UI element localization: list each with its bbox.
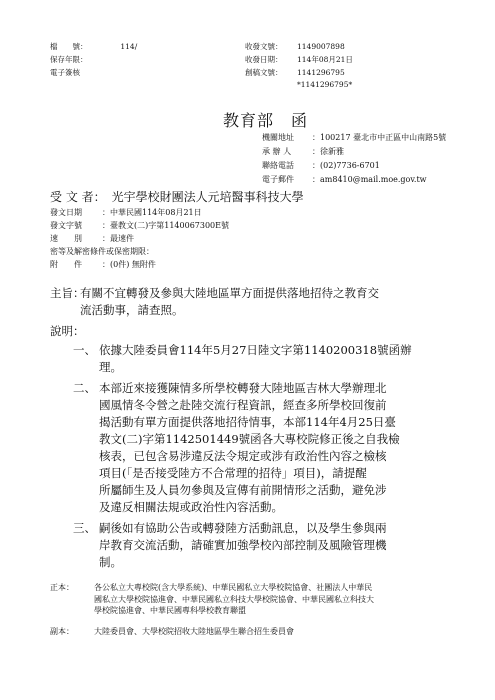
officer-label: 承 辦 人 — [262, 147, 292, 156]
confidentiality-row: 密等及解密條件或保密期限： — [50, 247, 154, 256]
receipt-number-value: 1149007898 — [297, 42, 345, 51]
item-line: 本部近來接獲陳情多所學校轉發大陸地區吉林大學辦理北 — [99, 381, 387, 395]
email-value: am8410@mail.moe.gov.tw — [320, 175, 427, 184]
subject-line: 有關不宜轉發及參與大陸地區單方面提供落地招待之教育交 — [80, 286, 379, 300]
file-number-row — [50, 42, 137, 51]
item-line: 國風情冬令營之赴陸交流行程資訊，經查多所學校回復前 — [99, 398, 387, 412]
cc-main-line: 學校院協進會、中華民國專科學校教育聯盟 — [94, 606, 246, 615]
issue-date-row: 發文日期 ：中華民國114年08月21日 — [50, 208, 202, 217]
issue-number-value: 臺教文(二)字第1140067300E號 — [110, 221, 229, 230]
address-label: 機關地址 — [262, 133, 294, 142]
phone-value: (02)7736-6701 — [320, 161, 380, 170]
item-number: 一、 — [73, 343, 96, 357]
draft-number-label: 創稿文號： — [245, 68, 283, 77]
file-number-label: 檔 號： — [50, 42, 88, 51]
cc-main-line: 國私立大學校院協進會、中華民國私立科技大學校院協會、中華民國私立科技大 — [94, 594, 374, 604]
item-line: 及違反相關法規或政治性內容活動。 — [99, 500, 283, 514]
receipt-number-row — [245, 42, 345, 51]
e-sign-row — [50, 68, 90, 77]
issue-date-value: 中華民國114年08月21日 — [110, 208, 202, 217]
issue-number-row: 發文字號 ：臺教文(二)字第1140067300E號 — [50, 221, 229, 230]
item-line: 核表，已包含易涉違反法令規定或涉有政治性內容之檢核 — [99, 449, 387, 463]
draft-number-row — [245, 68, 345, 77]
confidentiality-label: 密等及解密條件或保密期限 — [50, 247, 146, 256]
receipt-date-row — [245, 55, 353, 64]
e-sign-label: 電子簽核 — [50, 68, 80, 77]
attachment-label: 附 件 — [50, 260, 82, 269]
officer-value: 徐新雅 — [320, 147, 344, 156]
issue-date-label: 發文日期 — [50, 208, 82, 217]
item-line: 教文(二)字第1142501449號函各大專校院修正後之自我檢 — [99, 432, 400, 446]
receipt-date-value: 114年08月21日 — [297, 55, 353, 64]
receipt-number-label: 收發文號： — [245, 42, 283, 51]
recipient-label: 受 文 者： — [50, 190, 106, 204]
item-line: 所屬師生及人員勿參與及宣傳有前開情形之活動，避免涉 — [99, 483, 387, 497]
urgency-value: 最速件 — [110, 234, 134, 243]
issuer-officer-row: 承 辦 人 ：徐新雅 — [262, 147, 344, 156]
description-label: 說明： — [50, 324, 85, 338]
cc-main-line: 各公私立大專校院(含大學系統)、中華民國私立大學校院協會、社團法人中華民 — [94, 583, 373, 592]
barcode-text: *1141296795* — [297, 80, 353, 89]
item-line: 依據大陸委員會114年5月27日陸文字第1140200318號函辦 — [99, 343, 412, 357]
cc-copy-line: 大陸委員會、大學校院招收大陸地區學生聯合招生委員會 — [94, 627, 294, 636]
item-line: 岸教育交流活動，請確實加強學校內部控制及風險管理機 — [99, 538, 387, 552]
file-number-value: 114/ — [120, 42, 138, 51]
issuer-address-row: 機關地址 ：100217 臺北市中正區中山南路5號 — [262, 133, 447, 142]
issuer-email-row: 電子郵件 ：am8410@mail.moe.gov.tw — [262, 175, 427, 184]
item-line: 項目(「是否接受陸方不合常理的招待」項目)，請提醒 — [99, 466, 367, 480]
subject-body — [80, 285, 379, 319]
attachment-row: 附 件 ：(0件) 無附件 — [50, 260, 156, 269]
receipt-date-label: 收發日期： — [245, 55, 283, 64]
item-number: 三、 — [73, 521, 96, 535]
phone-label: 聯絡電話 — [262, 161, 294, 170]
recipient-row — [50, 190, 304, 204]
issuer-title: 教育部 函 — [223, 111, 309, 130]
cc-copy-label: 副本： — [50, 627, 74, 636]
cc-main-label: 正本： — [50, 583, 74, 592]
email-label: 電子郵件 — [262, 175, 294, 184]
item-line: 理。 — [99, 360, 122, 374]
recipient-value: 光宇學校財團法人元培醫事科技大學 — [111, 190, 304, 204]
item-line: 揭活動有單方面提供落地招待情事，本部114年4月25日臺 — [99, 415, 396, 429]
retention-row — [50, 55, 90, 64]
subject-line: 流活動事，請查照。 — [80, 303, 184, 317]
item-line: 制。 — [99, 555, 122, 569]
attachment-value: (0件) 無附件 — [110, 260, 156, 269]
retention-label: 保存年限： — [50, 55, 88, 64]
issue-number-label: 發文字號 — [50, 221, 82, 230]
issuer-phone-row: 聯絡電話 ：(02)7736-6701 — [262, 161, 380, 170]
item-line: 嗣後如有協助公告或轉發陸方活動訊息，以及學生參與兩 — [99, 521, 387, 535]
draft-number-value: 1141296795 — [297, 68, 345, 77]
urgency-row: 速 別 ：最速件 — [50, 234, 134, 243]
address-value: 100217 臺北市中正區中山南路5號 — [320, 133, 447, 142]
item-number: 二、 — [73, 381, 96, 395]
urgency-label: 速 別 — [50, 234, 82, 243]
subject-label: 主旨： — [50, 286, 85, 300]
